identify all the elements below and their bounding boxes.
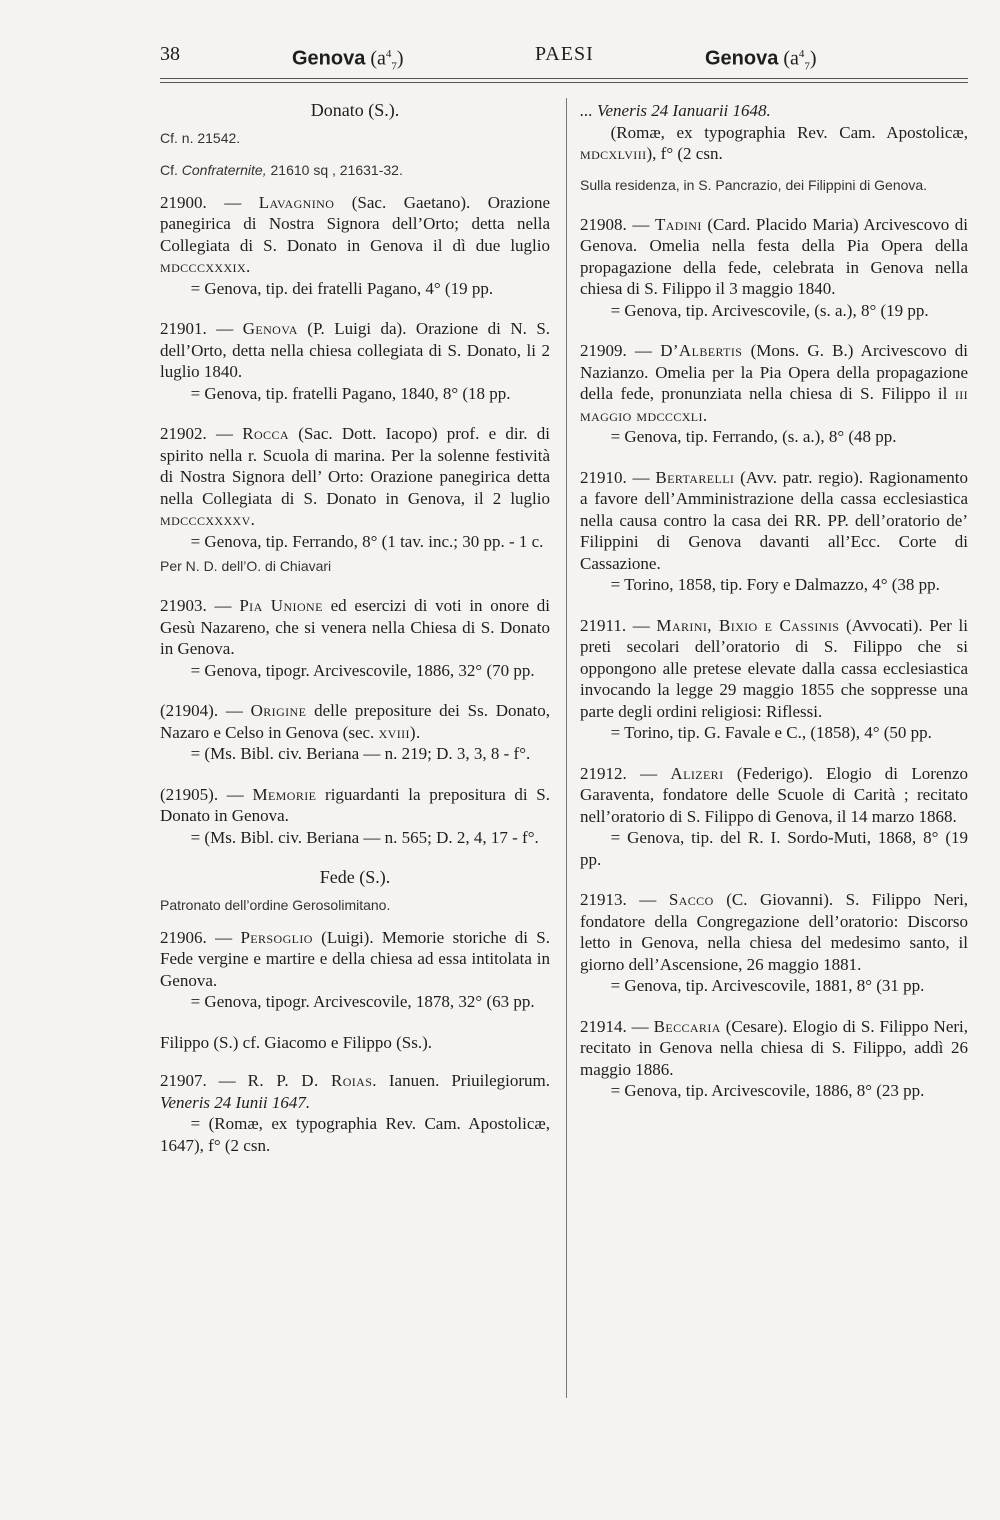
entry-21912: 21912. — Alizeri (Federigo). Elogio di Lorenzo Garaventa, fondatore delle Scuole di Carità ; recitato nell’oratorio di S. Filippo di Genova, il 14 marzo 1868. = Genova, tip. del R. I. Sordo-Muti, 1868, 8° (19 pp.	[580, 763, 968, 869]
entry-21913: 21913. — Sacco (C. Giovanni). S. Filippo Neri, fondatore della Congregazione dell’oratorio: Discorso letto in Genova, nella chiesa del medesimo santo, il giorno dell’Ascensione, 26 maggio 1881. = Genova, tip. Arcivescovile, 1881, 8° (31 pp.	[580, 890, 969, 995]
imprint: = (Ms. Bibl. civ. Beriana — n. 565; D. 2, 4, 17 - f°.	[190, 827, 539, 847]
entry-21907-continued	[580, 100, 968, 195]
entry-21903: 21903. — Pia Unione ed esercizi di voti in onore di Gesù Nazareno, che si venera nella Chiesa di S. Donato in Genova. = Genova, tipogr. Arcivescovile, 1886, 32° (70 pp.	[160, 596, 551, 680]
page-header	[0, 0, 1000, 100]
entry-21904: (21904). — Origine delle prepositure dei Ss. Donato, Nazaro e Celso in Genova (sec. xviii). = (Ms. Bibl. civ. Beriana — n. 219; D. 3, 3, 8 - f°.	[160, 701, 551, 763]
cross-reference-filippo: Filippo (S.) cf. Giacomo e Filippo (Ss.).	[160, 1032, 432, 1052]
continued-title: ... Veneris 24 Ianuarii 1648.	[580, 101, 771, 120]
entry-21901: 21901. — Genova (P. Luigi da). Orazione di N. S. dell’Orto, detta nella chiesa collegiata di S. Donato, li 2 luglio 1840. = Genova, tip. fratelli Pagano, 1840, 8° (18 pp.	[160, 319, 551, 403]
entry-21908: 21908. — Tadini (Card. Placido Maria) Arcivescovo di Genova. Omelia nella festa della Pia Opera della propagazione della fede, celebrata in Genova nella chiesa di S. Filippo il 3 maggio 1840. = Genova, tip. Arcivescovile, (s. a.), 8° (19 pp.	[580, 214, 969, 320]
page-number: 38	[160, 43, 180, 65]
header-rule-second	[160, 82, 968, 83]
running-head-left: Genova $(a^4_7)$	[292, 47, 404, 73]
imprint: = Genova, tip. del R. I. Sordo-Muti, 1868, 8° (19 pp.	[580, 828, 968, 869]
imprint: = Genova, tip. Ferrando, 8° (1 tav. inc.; 30 pp. - 1 c.	[190, 531, 544, 551]
section-heading-donato: Donato (S.).	[310, 100, 400, 120]
header-rule	[160, 78, 968, 79]
entry-21907: 21907. — R. P. D. Roias. Ianuen. Priuilegiorum. Veneris 24 Iunii 1647. = (Romæ, ex typographia Rev. Cam. Apostolicæ, 1647), f° (2 csn.	[160, 1071, 551, 1155]
entry-21905: (21905). — Memorie riguardanti la prepositura di S. Donato in Genova. = (Ms. Bibl. civ. Beriana — n. 565; D. 2, 4, 17 - f°.	[160, 784, 551, 847]
entry-note: Sulla residenza, in S. Pancrazio, dei Filippini di Genova.	[580, 176, 928, 193]
entry-21914: 21914. — Beccaria (Cesare). Elogio di S. Filippo Neri, recitato in Genova nella chiesa di S. Filippo, addì 26 maggio 1886. = Genova, tip. Arcivescovile, 1886, 8° (23 pp.	[580, 1016, 968, 1100]
running-head-right: Genova $(a^4_7)$	[705, 47, 817, 73]
left-column	[160, 100, 550, 1175]
cross-reference-note: Cf. n. 21542.	[160, 129, 241, 146]
imprint: = (Ms. Bibl. civ. Beriana — n. 219; D. 3, 3, 8 - f°.	[190, 744, 531, 763]
entry-note: Per N. D. dell’O. di Chiavari	[160, 558, 332, 574]
cross-reference-note-confraternite: Cf. Confraternite, 21610 sq , 21631-32.	[160, 161, 403, 178]
column-divider	[566, 98, 567, 1398]
right-column	[580, 100, 968, 1121]
imprint: = Genova, tipogr. Arcivescovile, 1878, 32° (63 pp.	[190, 992, 535, 1011]
running-head-center: PAESI	[535, 43, 594, 65]
imprint: = Torino, tip. G. Favale e C., (1858), 4° (50 pp.	[610, 723, 932, 742]
patronage-note: Patronato dell’ordine Gerosolimitano.	[160, 896, 391, 913]
entry-21906: 21906. — Persoglio (Luigi). Memorie storiche di S. Fede vergine e martire e della chiesa ad essa intitolata in Genova. = Genova, tipogr. Arcivescovile, 1878, 32° (63 pp.	[160, 927, 550, 1011]
entry-21902: 21902. — Rocca (Sac. Dott. Iacopo) prof. e dir. di spirito nella r. Scuola di marina. Per la solenne festività di Nostra Signora dell’ Orto: Orazione panegirica detta nella Collegiata di S. Donato in Genova, il 2 luglio mdcccxxxxv. = Genova, tip. Ferrando, 8° (1 tav. inc.; 30 pp. - 1 c. Per N. D. dell’O. di Chiavari	[160, 424, 551, 574]
entry-21900: 21900. — Lavagnino (Sac. Gaetano). Orazione panegirica di Nostra Signora dell’Orto; detta nella Collegiata di S. Donato in Genova il dì due luglio mdcccxxxix. = Genova, tip. dei fratelli Pagano, 4° (19 pp.	[160, 192, 551, 298]
imprint: (Romæ, ex typographia Rev. Cam. Apostolicæ, mdcxlviii), f° (2 csn.	[580, 122, 968, 163]
imprint: = Genova, tip. Arcivescovile, 1886, 8° (23 pp.	[610, 1081, 925, 1100]
imprint: = Genova, tip. Arcivescovile, (s. a.), 8° (19 pp.	[610, 300, 929, 320]
imprint: = Genova, tip. dei fratelli Pagano, 4° (19 pp.	[190, 278, 494, 298]
entry-21911: 21911. — Marini, Bixio e Cassinis (Avvocati). Per li preti secolari dell’oratorio di S. Filippo che si oppongono alle pretese elevate dalla cassa ecclesiastica invocando la legge 29 maggio 1855 che soppresse una parte degli ordini religiosi: Riflessi. = Torino, tip. G. Favale e C., (1858), 4° (50 pp.	[580, 615, 969, 742]
entry-21909: 21909. — D’Albertis (Mons. G. B.) Arcivescovo di Nazianzo. Omelia per la Pia Opera della propagazione della fede, pronunziata nella chiesa di S. Filippo il iii maggio mdcccxli. = Genova, tip. Ferrando, (s. a.), 8° (48 pp.	[580, 341, 969, 446]
imprint: = Genova, tip. Arcivescovile, 1881, 8° (31 pp.	[610, 976, 925, 995]
imprint: = Genova, tip. fratelli Pagano, 1840, 8° (18 pp.	[190, 383, 511, 403]
imprint: = Genova, tip. Ferrando, (s. a.), 8° (48 pp.	[610, 427, 897, 446]
imprint: = (Romæ, ex typographia Rev. Cam. Apostolicæ, 1647), f° (2 csn.	[160, 1114, 550, 1155]
entry-21910: 21910. — Bertarelli (Avv. patr. regio). Ragionamento a favore dell’Amministrazione della cassa ecclesiastica nella causa contro la casa dei RR. PP. dell’oratorio de’ Filippini di Genova davanti all’Ecc. Corte di Cassazione. = Torino, 1858, tip. Fory e Dalmazzo, 4° (38 pp.	[580, 467, 969, 594]
imprint: = Torino, 1858, tip. Fory e Dalmazzo, 4° (38 pp.	[610, 575, 940, 594]
section-heading-fede: Fede (S.).	[319, 867, 391, 887]
imprint: = Genova, tipogr. Arcivescovile, 1886, 32° (70 pp.	[190, 660, 535, 680]
